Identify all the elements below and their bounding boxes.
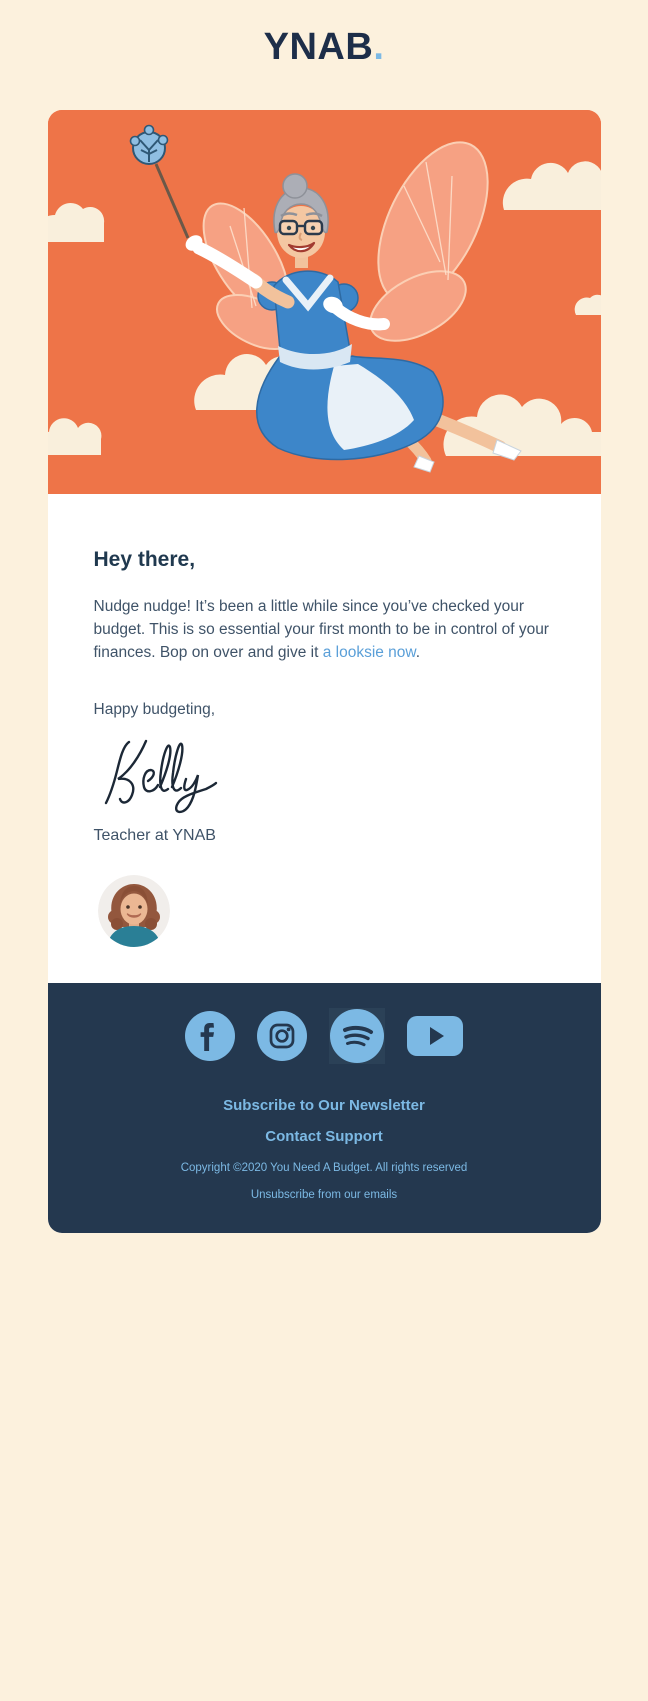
looksie-now-link[interactable]: a looksie now <box>322 644 416 661</box>
hero-illustration <box>48 110 601 494</box>
kelly-avatar <box>98 875 170 947</box>
email-footer <box>48 983 601 1233</box>
youtube-icon[interactable] <box>407 1011 463 1061</box>
instagram-icon[interactable] <box>257 1011 307 1061</box>
social-icons-row <box>48 983 601 1061</box>
hair-bun <box>283 174 307 198</box>
email-card <box>48 110 601 1233</box>
copyright-text: Copyright ©2020 You Need A Budget. All rights reserved <box>180 1162 468 1174</box>
avatar-face <box>120 894 147 925</box>
body-text-after-link: . <box>415 644 421 661</box>
body-text-before-link: Nudge nudge! It’s been a little while since you’ve checked your budget. This is so essential your first month to be in control of your finances. Bop on over and give it <box>93 598 549 661</box>
fairy-godmother-illustration <box>48 110 601 494</box>
closing-text: Happy budgeting, <box>93 701 216 718</box>
contact-support-link[interactable]: Contact Support <box>265 1128 383 1145</box>
facebook-icon[interactable] <box>185 1011 235 1061</box>
kelly-signature <box>102 737 220 817</box>
greeting-heading: Hey there, <box>93 548 196 571</box>
ynab-logo <box>0 0 648 70</box>
avatar-photo <box>98 875 170 947</box>
unsubscribe-link[interactable]: Unsubscribe from our emails <box>250 1189 398 1201</box>
subscribe-newsletter-link[interactable]: Subscribe to Our Newsletter <box>223 1097 425 1114</box>
email-body <box>48 494 601 983</box>
body-paragraph <box>94 595 555 664</box>
spotify-icon[interactable] <box>329 1008 385 1064</box>
ynab-logo-dot: . <box>373 26 385 68</box>
signer-title: Teacher at YNAB <box>93 827 216 844</box>
ynab-logo-text: YNAB <box>263 26 374 68</box>
